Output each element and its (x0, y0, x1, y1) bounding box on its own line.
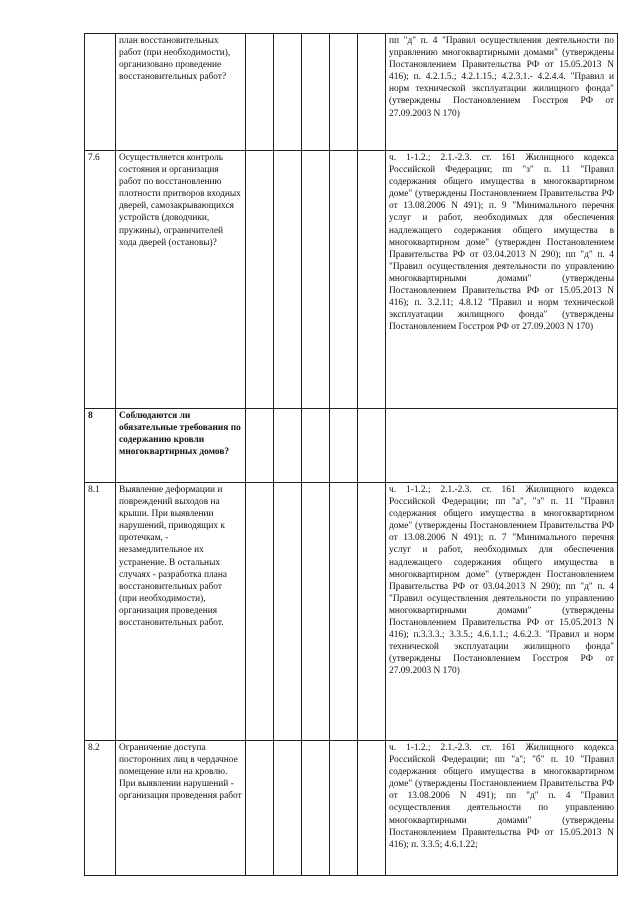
legal-reference: ч. 1-1.2.; 2.1.-2.3. ст. 161 Жилищного кодекса Российской Федерации; пп "з" п. 11 "Правил содержания общего имущества в многоквартирном доме" (утверждены Постановлением Правительства РФ от 13.08.2006 N 491); п. 9 "Минимального перечня услуг и работ, необходимых для обеспечения надлежащего содержания общего имущества в многоквартирном доме" (утвержден Постановлением Правительства РФ от 03.04.2013 N 290); пп "д" п. 4 "Правил осуществления деятельности по управлению многоквартирными домами" (утверждены Постановлением Правительства РФ от 15.05.2013 N 416); п. 3.2.11; 4.8.12 "Правил и норм технической эксплуатации жилищного фонда" (утверждены Постановлением Госстроя РФ от 27.09.2003 N 170) (386, 151, 618, 409)
mark-cell-no (274, 483, 302, 741)
mark-cell-na (302, 34, 330, 151)
mark-cell-no (274, 409, 302, 483)
table-row (85, 151, 618, 409)
requirement-text: Ограничение доступа посторонних лиц в чердачное помещение или на кровлю. При выявлении нарушений - организация проведения работ (116, 741, 246, 876)
mark-cell-na (302, 409, 330, 483)
legal-reference: ч. 1-1.2.; 2.1.-2.3. ст. 161 Жилищного кодекса Российской Федерации; пп "а", "з" п. 11 "Правил содержания общего имущества в многоквартирном доме" (утверждены Постановлением Правительства РФ от 13.08.2006 N 491); п. 7 "Минимального перечня услуг и работ, необходимых для обеспечения надлежащего содержания общего имущества в многоквартирном доме" (утвержден Постановлением Правительства РФ от 03.04.2013 N 290); пп "д" п. 4 "Правил осуществления деятельности по управлению многоквартирными домами" (утверждены Постановлением Правительства РФ от 15.05.2013 N 416); п.3.3.3.; 3.3.5.; 4.6.1.1.; 4.6.2.3. "Правил и норм технической эксплуатации жилищного фонда" (утверждены Постановлением Госстроя РФ от 27.09.2003 N 170) (386, 483, 618, 741)
mark-cell-no (274, 34, 302, 151)
table-row (85, 34, 618, 151)
row-number: 8.1 (85, 483, 116, 741)
mark-cell-yes (246, 151, 274, 409)
row-number (85, 34, 116, 151)
row-number: 8.2 (85, 741, 116, 876)
mark-cell-yes (246, 34, 274, 151)
mark-cell-yes (246, 409, 274, 483)
mark-cell-na (302, 741, 330, 876)
mark-cell-yes (246, 483, 274, 741)
table-row (85, 741, 618, 876)
mark-cell-extra (330, 409, 358, 483)
table-row (85, 409, 618, 483)
legal-reference (386, 409, 618, 483)
requirement-text: план восстановительных работ (при необходимости), организовано проведение восстановительных работ? (116, 34, 246, 151)
mark-cell-extra (330, 151, 358, 409)
mark-cell-extra (330, 741, 358, 876)
row-number: 7.6 (85, 151, 116, 409)
requirement-text: Выявление деформации и повреждений выходов на крыши. При выявлении нарушений, приводящих к протечкам, - незамедлительное их устранение. В остальных случаях - разработка плана восстановительных работ (при необходимости), организация проведения восстановительных работ. (116, 483, 246, 741)
mark-cell-note (358, 409, 386, 483)
legal-reference: пп "д" п. 4 "Правил осуществления деятельности по управлению многоквартирными домами" (утверждены Постановлением Правительства РФ от 15.05.2013 N 416); п. 4.2.1.5.; 4.2.1.15.; 4.2.3.1.- 4.2.4.4. "Правил и норм технической эксплуатации жилищного фонда" (утверждены Постановлением Госстроя РФ от 27.09.2003 N 170) (386, 34, 618, 151)
mark-cell-extra (330, 34, 358, 151)
checklist-table (84, 33, 618, 876)
mark-cell-no (274, 151, 302, 409)
mark-cell-na (302, 151, 330, 409)
table-row (85, 483, 618, 741)
mark-cell-note (358, 483, 386, 741)
mark-cell-note (358, 34, 386, 151)
mark-cell-note (358, 741, 386, 876)
mark-cell-note (358, 151, 386, 409)
mark-cell-no (274, 741, 302, 876)
requirement-text: Осуществляется контроль состояния и организация работ по восстановлению плотности притворов входных дверей, самозакрывающихся устройств (доводчики, пружины), ограничителей хода дверей (остановы)? (116, 151, 246, 409)
legal-reference: ч. 1-1.2.; 2.1.-2.3. ст. 161 Жилищного кодекса Российской Федерации; пп "а"; "б" п. 10 "Правил содержания общего имущества в многоквартирном доме" (утверждены Постановлением Правительства РФ от 13.08.2006 N 491); пп "д" п. 4 "Правил осуществления деятельности по управлению многоквартирными домами" (утверждены Постановлением Правительства РФ от 15.05.2013 N 416); п. 3.3.5; 4.6.1.22; (386, 741, 618, 876)
mark-cell-na (302, 483, 330, 741)
mark-cell-yes (246, 741, 274, 876)
mark-cell-extra (330, 483, 358, 741)
row-number: 8 (85, 409, 116, 483)
section-heading: Соблюдаются ли обязательные требования по содержанию кровли многоквартирных домов? (116, 409, 246, 483)
